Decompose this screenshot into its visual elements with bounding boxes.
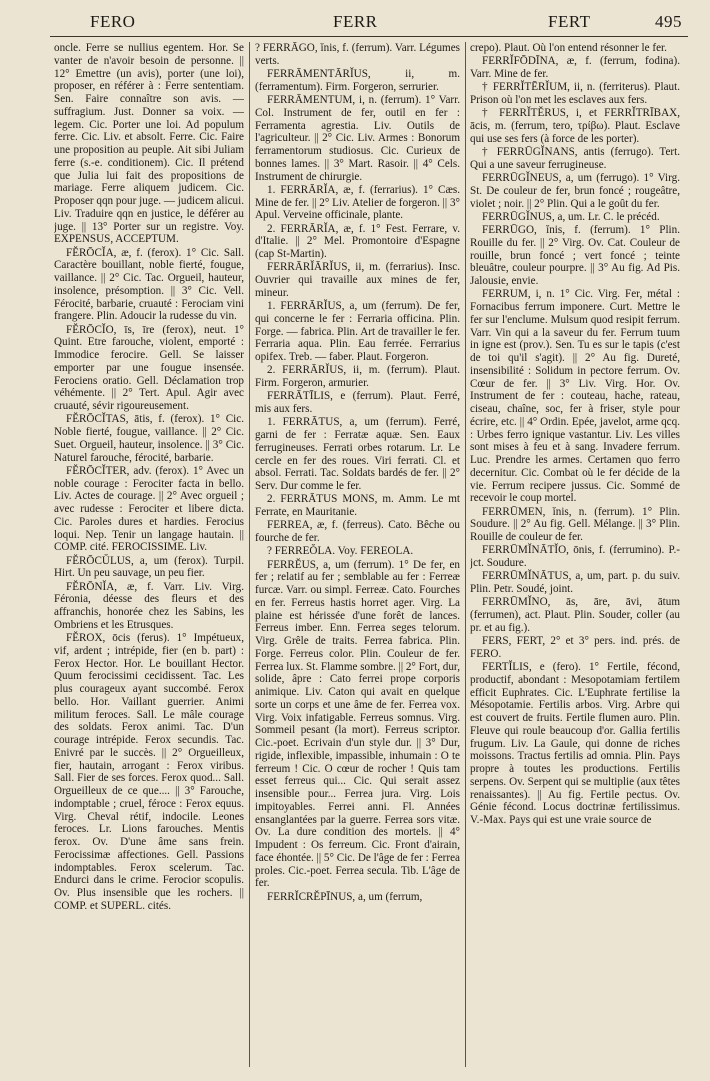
dictionary-entry: FERREA, æ, f. (ferreus). Cato. Bêche ou fourche de fer. [255, 519, 460, 544]
column-middle [255, 42, 460, 1067]
header-rule [50, 36, 688, 37]
dictionary-entry: FERRĬCRĔPĪNUS, a, um (ferrum, [267, 890, 423, 903]
dictionary-entry: FERRUM, i, n. 1° Cic. Virg. Fer, métal : Fornacibus ferrum imponere. Curt. Mettre le fer sur l'enclume. Mulsum quod resipit ferrum. Varr. Vin qui a la saveur du fer. Ferrum tuum in igne est (prov.). Sen. Tu es sur le tapis (c'est de toi qu'il s'agit). || 2° Au fig. Dureté, insensibilité : Solidum in pectore ferrum. Ov. Cœur de fer. || 3° Liv. Virg. Hor. Ov. Instrument de fer : couteau, hache, rateau, ciseau, chaîne, soc, fer à friser, style pour écrire, etc. || 4° Ordin. Epée, javelot, arme qcq. : Urbes ferro ignique vastantur. Liv. Les villes sont mises à feu et à sang. Invadere ferrum. Luc. Prendre les armes. Certamen quo ferro decernitur. Cic. Combat où le fer décide de la vie. Ferrum recipere jussus. Cic. Sommé de recevoir le coup mortel. [470, 288, 680, 505]
dictionary-entry: 1. FERRĀRĬUS, a, um (ferrum). De fer, qui concerne le fer : Ferraria officina. Plin. Forge. — fabrica. Plin. Art de travailler le fer. Ferraria aqua. Plin. Eau ferrée. Ferrarius opifex. Treb. — faber. Plaut. Forgeron. [255, 300, 460, 363]
dictionary-entry: FERRŪMĬNĀTĬO, ōnis, f. (ferrumino). P.-jct. Soudure. [470, 544, 680, 569]
dictionary-entry: FERRĀMENTĀRĬUS, ii, m. (ferramentum). Firm. Forgeron, serrurier. [255, 68, 460, 93]
dictionary-entry: FĔRŌCĬTAS, ātis, f. (ferox). 1° Cic. Noble fierté, fougue, vaillance. || 2° Cic. Suet. Orgueil, hauteur, insolence. || 3° Cic. Naturel farouche, férocité, barbarie. [54, 413, 244, 464]
dictionary-entry: FĔRŌCĬTER, adv. (ferox). 1° Avec un noble courage : Ferociter facta in bello. Liv. Actes de courage. || 2° Avec orgueil ; avec rudesse : Ferociter et libere dicta. Cic. Paroles dures et hardies. Ferocius loqui. Nep. Tenir un langage hautain. || COMP. cité. FEROCISSIME. Liv. [54, 464, 244, 554]
header-right-guide-word: FERT [548, 12, 591, 31]
dictionary-entry: FERRĬFŌDĪNA, æ, f. (ferrum, fodina). Varr. Mine de fer. [470, 55, 680, 80]
dictionary-entry: 2. FERRĀRĬA, æ, f. 1° Fest. Ferrare, v. d'Italie. || 2° Mel. Promontoire d'Espagne (cap St-Martin). [255, 222, 460, 260]
column-divider-right [465, 42, 466, 1067]
dictionary-entry: † FERRĬTĒRĬUM, ii, n. (ferriterus). Plaut. Prison où l'on met les esclaves aux fers. [470, 81, 680, 106]
dictionary-entry: FERRŪMEN, ĭnis, n. (ferrum). 1° Plin. Soudure. || 2° Au fig. Gell. Mélange. || 3° Plin. Rouille de couleur de fer. [470, 505, 680, 543]
dictionary-entry: FERRĀTĪLIS, e (ferrum). Plaut. Ferré, mis aux fers. [255, 390, 460, 415]
dictionary-entry: FĔROX, ōcis (ferus). 1° Impétueux, vif, ardent ; intrépide, fier (en b. part) : Ferox Hector. Hor. Le bouillant Hector. Quum ferocissimi cecidissent. Tac. Les plus courageux ayant succombé. Ferox bello. Hor. Vaillant guerrier. Animi militum feroces. Sall. Le mâle courage des soldats. Ferox animi. Tac. D'un courage intrépide. Ferox secundis. Tac. Enivré par le succès. || 2° Orgueilleux, fier, hautain, arrogant : Ferox viribus. Sall. Fier de ses forces. Ferox quod... Sall. Orgueilleux de ce que.... || 3° Farouche, indomptable ; cruel, féroce : Ferox equus. Virg. Cheval rétif, indocile. Leones feroces. Lr. Lions farouches. Mentis ferox. Ov. D'une âme sans frein. Ferocissimæ affectiones. Gell. Passions indomptables. Ferox scelerum. Tac. Endurci dans le crime. Ferocior scopulis. Ov. Plus insensible que les rochers. || COMP. et SUPERL. cités. [54, 632, 244, 912]
column-right [470, 42, 680, 1067]
dictionary-entry: 1. FERRĀRĬA, æ, f. (ferrarius). 1° Cæs. Mine de fer. || 2° Liv. Atelier de forgeron. || 3° Apul. Verveine officinale, plante. [255, 183, 460, 222]
dictionary-entry: ? FERREŎLA. Voy. FEREOLA. [267, 545, 414, 558]
header-left-guide-word: FERO [90, 12, 136, 31]
column-divider-left [249, 42, 250, 1067]
page-number: 495 [655, 12, 682, 31]
running-header [0, 10, 710, 36]
dictionary-entry: FERS, FERT, 2° et 3° pers. ind. prés. de FERO. [470, 635, 680, 660]
dictionary-entry: FĔRŌNĬA, æ, f. Varr. Liv. Virg. Féronia, déesse des fleurs et des affranchis, honorée chez les Sabins, les Ombriens et les Etrusques. [54, 580, 244, 631]
dictionary-entry: FERTĬLIS, e (fero). 1° Fertile, fécond, productif, abondant : Mesopotamiam fertilem efficit Euphrates. Cic. L'Euphrate fertilise la Mésopotamie. Fertilis arbos. Virg. Arbre qui est couvert de fruits. Fertile flumen auro. Plin. Fleuve qui roule beaucoup d'or. Gallia fertilis frugum. Liv. La Gaule, qui donne de riches moissons. Tractus fertilis ad omnia. Plin. Pays propre à toutes les productions. Fertilis serpens. Ov. Serpent qui se multiplie (aux têtes renaissantes). || Au fig. Fertile pectus. Ov. Génie fécond. Locus doctrinæ fertilissimus. V.-Max. Pays qui est une vraie source de [470, 661, 680, 826]
dictionary-entry: FERRĀRĬĀRĬUS, ii, m. (ferrarius). Insc. Ouvrier qui travaille aux mines de fer, mineur. [255, 261, 460, 299]
dictionary-entry: FERRĔUS, a, um (ferrum). 1° De fer, en fer ; relatif au fer ; semblable au fer : Ferreæ furcæ. Varr. ou simpl. Ferreæ. Cato. Fourches en fer. Ferreus hastis horret ager. Virg. La plaine est hérissée d'une forêt de lances. Ferreus imber. Enn. Ferrea seges telorum. Virg. Grêle de traits. Ferrea fabrica. Plin. Forge. Ferreus color. Plin. Couleur de fer. Ferrea lux. St. Flamme sombre. || 2° Fort, dur, solide, âpre : Cato ferrei prope corporis animique. Liv. Caton qui avait en quelque sorte un corps et une âme de fer. Ferrea vox. Virg. Voix infatigable. Ferreus somnus. Virg. Sommeil pesant (la mort). Ferreus scriptor. Cic.-poet. Ecrivain d'un style dur. || 3° Dur, rigide, inflexible, impassible, inhumain : O te ferreum ! Cic. O cœur de rocher ! Quis tam esset ferreus qui... Cic. Qui serait assez insensible pour... Ferrea jura. Virg. Lois impitoyables. Ferrei anni. Fl. Années ensanglantées par la guerre. Ferrea sors vitæ. Ov. La dure condition des mortels. || 4° Impudent : Os ferreum. Cic. Front d'airain, face éhontée. || 5° Cic. De l'âge de fer : Ferrea proles. Cic.-poet. Ferrea secula. Tib. L'âge de fer. [255, 558, 460, 890]
dictionary-entry: ? FERRĀGO, ĭnis, f. (ferrum). Varr. Légumes verts. [255, 42, 460, 67]
dictionary-entry: FERRŪGĬNEUS, a, um (ferrugo). 1° Virg. St. De couleur de fer, brun foncé ; rougeâtre, violet ; noir. || 2° Plin. Qui a le goût du fer. [470, 172, 680, 210]
dictionary-entry: FERRŪGO, ĭnis, f. (ferrum). 1° Plin. Rouille du fer. || 2° Virg. Ov. Cat. Couleur de rouille, brun foncé ; vert foncé ; teinte bleuâtre, couleur pourpre. || 3° Au fig. Ad Pis. Jalousie, envie. [470, 224, 680, 287]
dictionary-entry: FERRŪMĬNO, ās, āre, āvi, ātum (ferrumen), act. Plaut. Plin. Souder, coller (au pr. et au fig.). [470, 596, 680, 634]
dictionary-entry: FERRĀMENTUM, i, n. (ferrum). 1° Varr. Col. Instrument de fer, outil en fer : Ferramenta agrestia. Liv. Outils de l'agriculteur. || 2° Cic. Liv. Armes : Bonorum ferramentorum studiosus. Cic. Curieux de bonnes lames. || 3° Mart. Rasoir. || 4° Cels. Instrument de chirurgie. [255, 94, 460, 183]
column-left [54, 42, 244, 1067]
dictionary-entry: oncle. Ferre se nullius egentem. Hor. Se vanter de n'avoir besoin de personne. || 12° Emettre (un avis), porter (une loi), proposer, en référer à : Ferre sententiam. Sen. Faire connaître son avis. — suffragium. Just. Donner sa voix. — legem. Cic. Porter une loi. Ad populum ferre. Cic. Liv. et absolt. Ferre. Cic. Faire une proposition au peuple. Ait sibi Juliam ferre (s.-e. conditionem). Cic. Il prétend que Julia lui fait des propositions de mariage. Ferre aliquem judicem. Cic. Proposer qqn pour juge. — judicem alicui. Liv. Traduire qqn en justice, le déférer au juge. || 13° Porter sur un registre. Voy. EXPENSUS, ACCEPTUM. [54, 42, 244, 246]
dictionary-entry: 1. FERRĀTUS, a, um (ferrum). Ferré, garni de fer : Ferratæ aquæ. Sen. Eaux ferrugineuses. Ferrati orbes rotarum. Lr. Le cercle en fer des roues. Viri ferrati. Cl. et absol. Ferrati. Tac. Soldats bardés de fer. || 2° Serv. Dur comme le fer. [255, 416, 460, 492]
dictionary-entry: 2. FERRĀTUS MONS, m. Amm. Le mt Ferrate, en Mauritanie. [255, 493, 460, 518]
dictionary-entry: FĔRŌCĬA, æ, f. (ferox). 1° Cic. Sall. Caractère bouillant, noble fierté, fougue, vaillance. || 2° Cic. Tac. Orgueil, hauteur, insolence, présomption. || 3° Cic. Vell. Férocité, barbarie, cruauté : Ferociam vini frangere. Plin. Adoucir la rudesse du vin. [54, 246, 244, 323]
dictionary-entry: FĔRŌCĬO, īs, īre (ferox), neut. 1° Quint. Etre farouche, violent, emporté : Immodice ferocire. Gell. Se laisser emporter par une fougue insensée. Ferociens oratio. Gell. Déclamation trop véhémente. || 2° Tert. Apul. Agir avec cruauté, sévir rigoureusement. [54, 323, 244, 412]
dictionary-entry: † FERRĬTĔRUS, i, et FERRĬTRĪBAX, ācis, m. (ferrum, tero, τρίβω). Plaut. Esclave qui use ses fers (à force de les porter). [470, 107, 680, 145]
dictionary-entry: † FERRŪGĬNANS, antis (ferrugo). Tert. Qui a une saveur ferrugineuse. [470, 146, 680, 171]
dictionary-entry: 2. FERRĀRĬUS, ii, m. (ferrum). Plaut. Firm. Forgeron, armurier. [255, 364, 460, 389]
dictionary-entry: FERRŪMĬNĀTUS, a, um, part. p. du suiv. Plin. Petr. Soudé, joint. [470, 570, 680, 595]
dictionary-entry: FĔRŌCŬLUS, a, um (ferox). Turpil. Hirt. Un peu sauvage, un peu fier. [54, 554, 244, 580]
dictionary-entry: FERRŪGĬNUS, a, um. Lr. C. le précéd. [482, 210, 660, 223]
dictionary-entry: crepo). Plaut. Où l'on entend résonner le fer. [470, 42, 667, 54]
header-center-guide-word: FERR [333, 12, 378, 31]
